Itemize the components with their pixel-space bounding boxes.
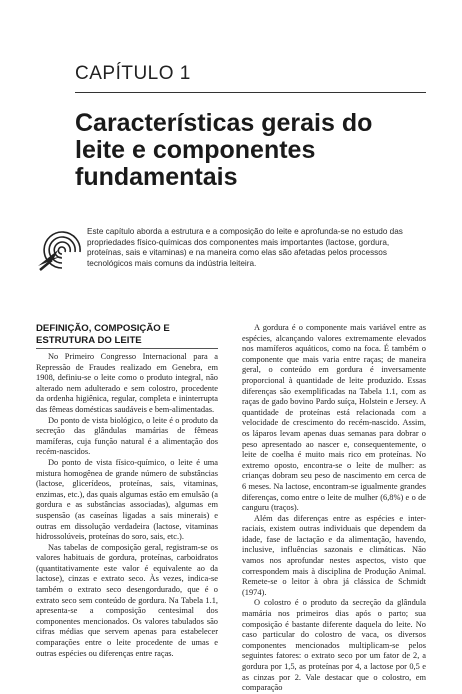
paragraph: Além das diferenças entre as espécies e inter-raciais, existem outras individuais que dependem da idade, fase de lactação e da alimentação, havendo, inclusive, influências sazonais e climáticas. Não vamos nos aprofundar nestes aspectos, visto que correspondem mais à disciplina de Produção Animal. Remete-se o leitor à obra já clássica de Schmidt (1974). xyxy=(242,513,426,597)
paragraph: Nas tabelas de composição geral, registram-se os valores habituais de gordura, proteínas, carboidratos (quantitativamente este valor é equivalente ao da lactose), cinzas e extrato seco. Às vezes, indica-se também o extrato seco desengordurado, que é o extrato seco sem conteúdo de gordura. Na Tabela 1.1, apresenta-se a composição centesimal dos componentes mencionados. Os valores tabulados são cifras médias que servem apenas para estabelecer comparações entre o leite procedente de umas e outras espécies ou diferenças entre raças. xyxy=(36,542,218,658)
left-column xyxy=(36,352,218,659)
page-title: Características gerais do leite e componentes fundamentais xyxy=(75,109,373,191)
paragraph: Do ponto de vista biológico, o leite é o produto da secreção das glândulas mamárias de fêmeas mamíferas, cuja função natural é a alimentação dos recém-nascidos. xyxy=(36,415,218,457)
right-column xyxy=(242,323,426,694)
paragraph: A gordura é o componente mais variável entre as espécies, alcançando valores extremamente elevados nos mamíferos aquáticos, como na foca. É também o componente que mais varia entre raças; de maneira geral, o conteúdo em gordura é inversamente proporcional à quantidade de leite produzido. Essas diferenças são exemplificadas na Tabela 1.1, com as raças de gado bovino Pardo suíça, Holstein e Jersey. A quantidade de proteínas está relacionada com a velocidade de crescimento do recém-nascido. Assim, os láparos levam apenas duas semanas para dobrar o peso apresentado ao nascer e, consequentemente, o leite de coelha é muito mais rico em proteínas. No extremo oposto, encontra-se o leite de mulher: as crianças dobram seu peso de nascimento em cerca de 6 meses. Na lactose, encontram-se igualmente grandes diferenças, como entre o leite de mulher (6,8%) e o de canguru (traços). xyxy=(242,323,426,513)
paragraph: O colostro é o produto da secreção da glândula mamária nos primeiros dias após o parto; sua composição é bastante diferente daquela do leite. No caso particular do colostro de vaca, os diversos componentes mencionados multiplicam-se pelos seguintes fatores: o extrato seco por um fator de 2, a gordura por 1,5, as proteínas por 4, a lactose por 0,5 e as cinzas por 2. Vale destacar que o colostro, em comparação xyxy=(242,598,426,693)
section-heading: DEFINIÇÃO, COMPOSIÇÃO E ESTRUTURA DO LEITE xyxy=(36,323,170,346)
paragraph: Do ponto de vista físico-químico, o leite é uma mistura homogênea de grande número de substâncias (lactose, glicerídeos, proteínas, sais, vitaminas, enzimas, etc.), das quais algumas estão em emulsão (a gordura e as substâncias associadas), algumas em suspensão (as caseínas ligadas a sais minerais) e outras em dissolução verdadeira (lactose, vitaminas hidrossolúveis, proteínas do soro, sais, etc.). xyxy=(36,457,218,542)
chapter-rule xyxy=(75,92,426,93)
paragraph: No Primeiro Congresso Internacional para a Repressão de Fraudes realizado em Genebra, em 1908, definiu-se o leite como o produto integral, não alterado nem adulterado e sem colostro, procedente da ordenha higiênica, regular, completa e ininterrupta das fêmeas domésticas saudáveis e bem-alimentadas. xyxy=(36,352,218,414)
section-rule xyxy=(36,348,218,349)
chapter-label: CAPÍTULO 1 xyxy=(75,63,191,84)
spiral-arrow-icon xyxy=(36,226,84,272)
chapter-abstract: Este capítulo aborda a estrutura e a composição do leite e aprofunda-se no estudo das propriedades físico-químicas dos componentes mais importantes (lactose, gordura, proteínas, sais e vitaminas) e na maneira como elas são afetadas pelos processos tecnológicos mais comuns da indústria leiteira. xyxy=(87,227,403,268)
